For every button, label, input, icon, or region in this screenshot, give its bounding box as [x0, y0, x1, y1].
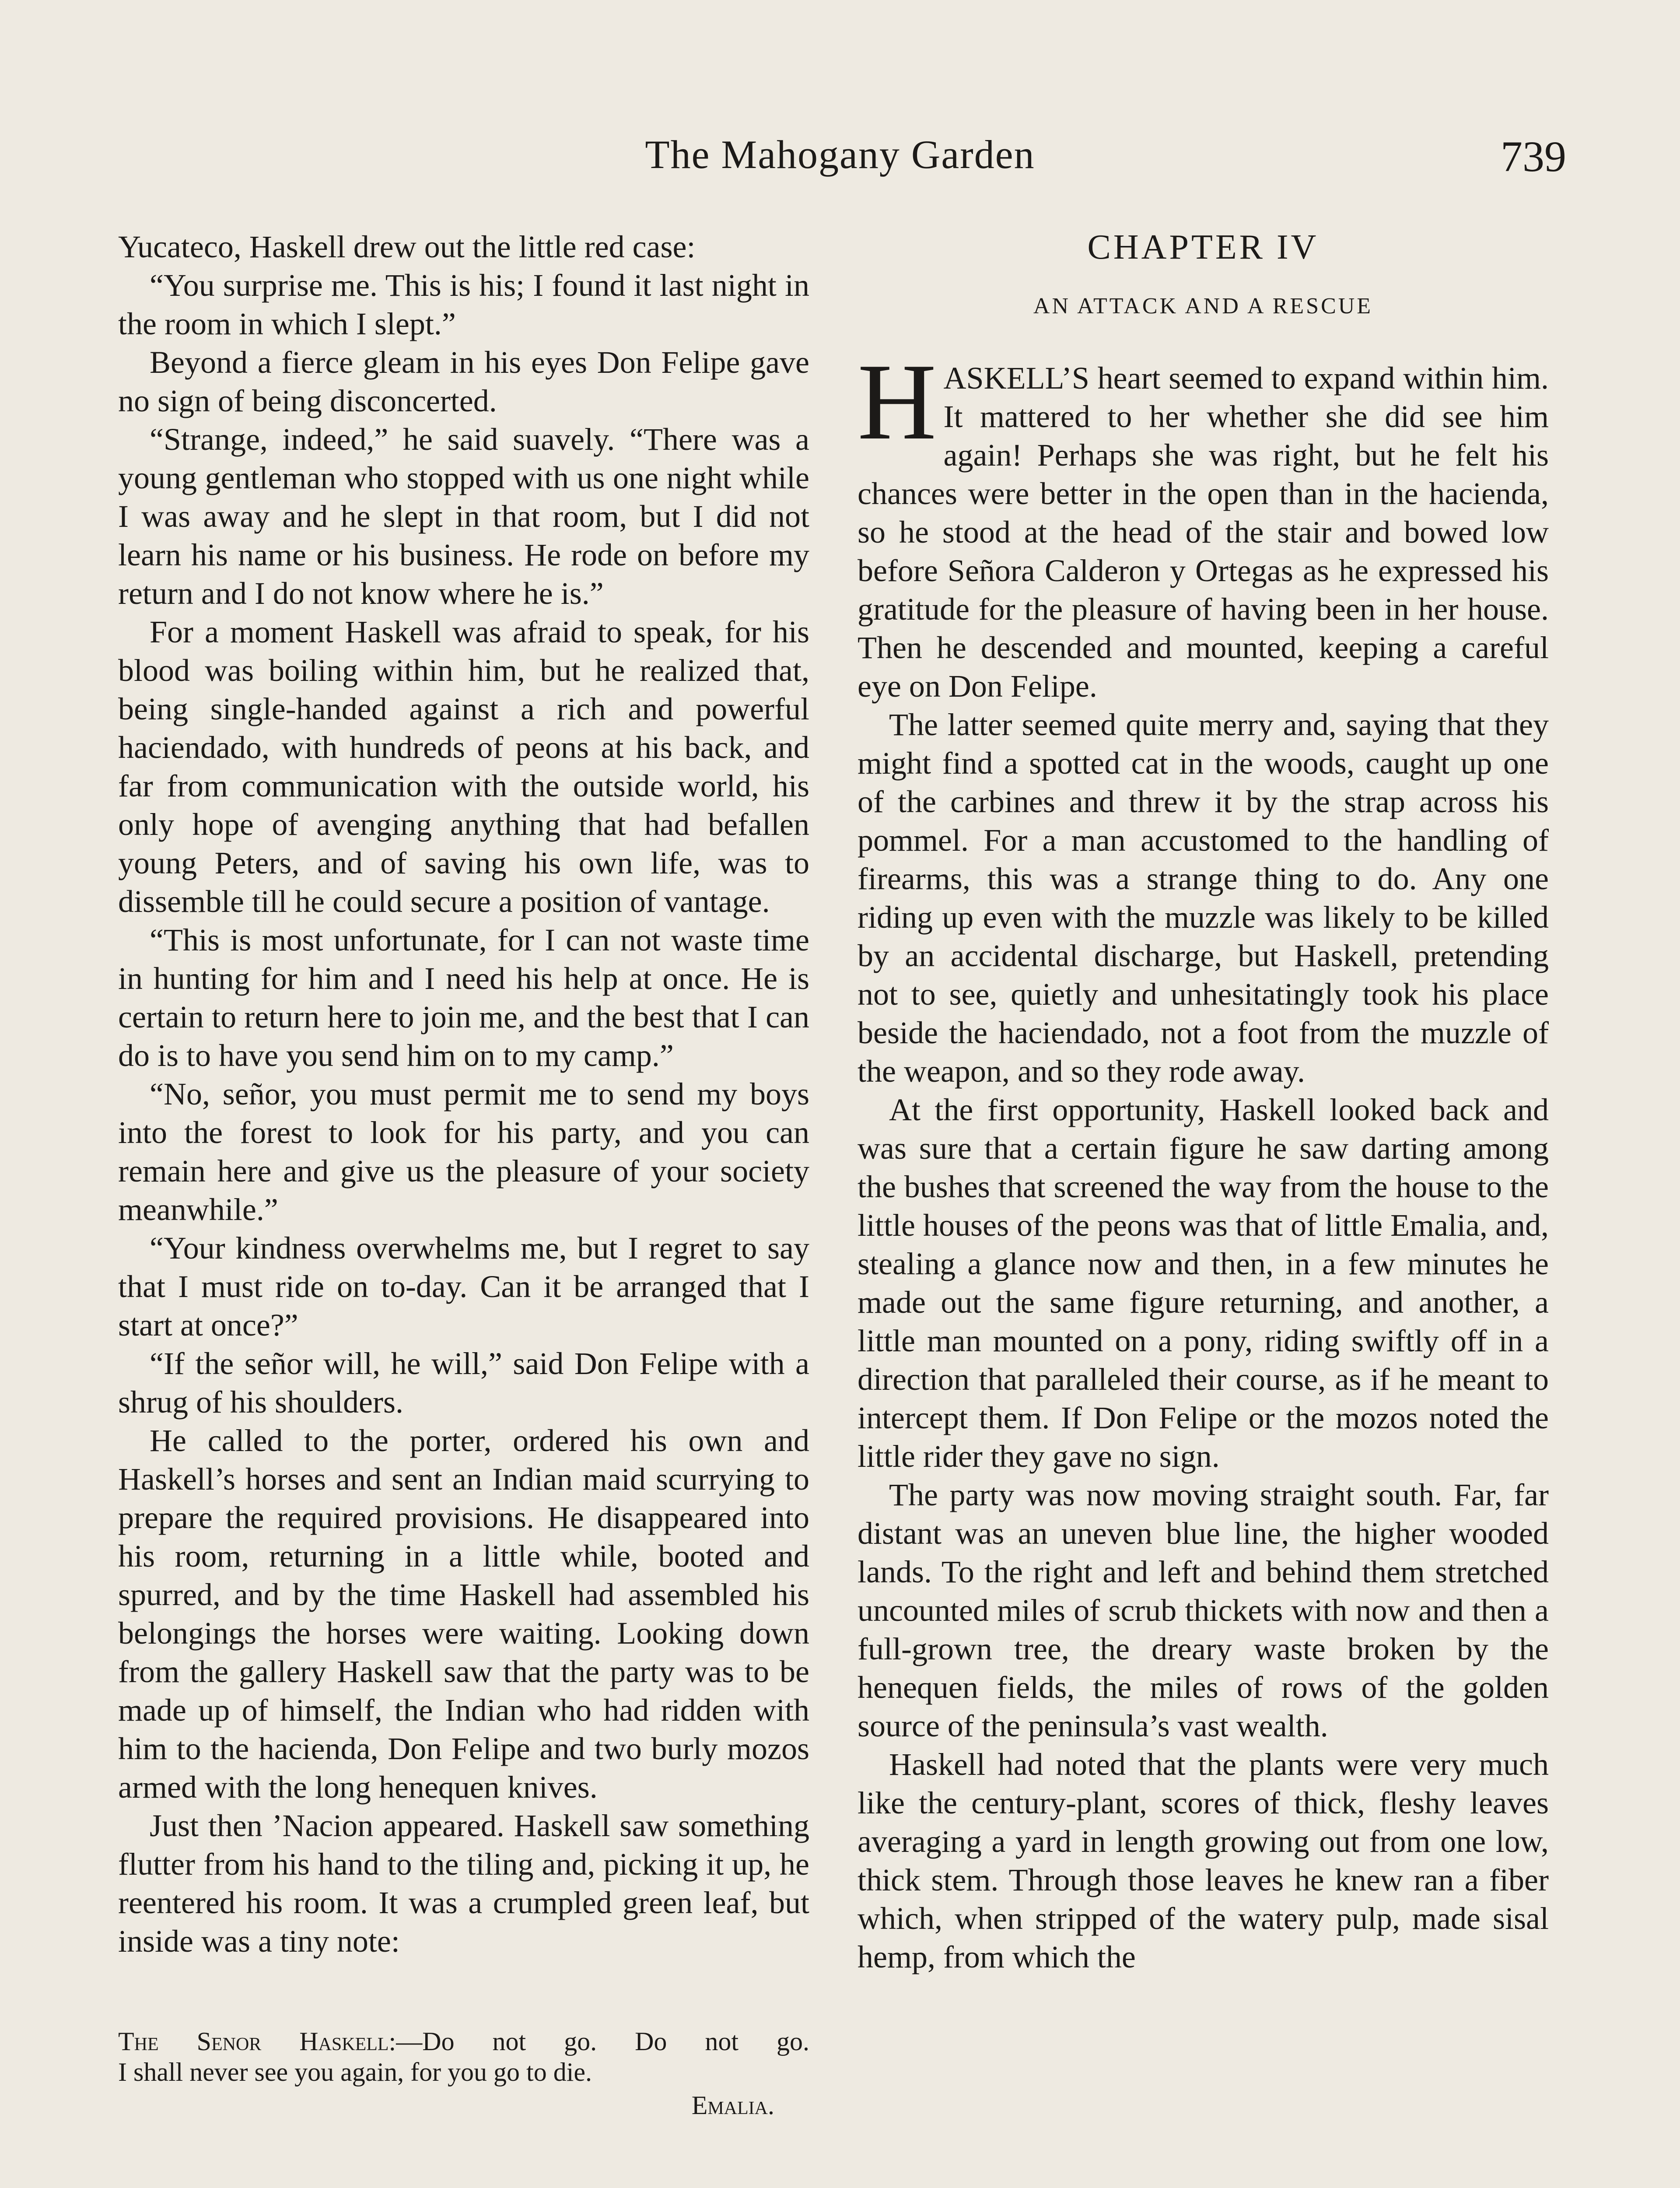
paragraph: Just then ’Nacion appeared. Haskell saw something flutter from his hand to the tiling and, picking it up, he reentered his room. It was a crumpled green leaf, but inside was a tiny note: — [118, 1808, 809, 1959]
paragraph: “Strange, indeed,” he said suavely. “There was a young gentleman who stopped with us one night while I was away and he slept in that room, but I did not learn his name or his business. He rode on before my return and I do not know where he is.” — [118, 422, 809, 611]
paragraph: For a moment Haskell was afraid to speak, for his blood was boiling within him, but he realized that, being single-handed against a rich and powerful haciendado, with hundreds of peons at his back, and far from communication with the outside world, his only hope of avenging anything that had befallen young Peters, and of saving his own life, was to dissemble till he could secure a position of vantage. — [118, 614, 809, 919]
paragraph: The latter seemed quite merry and, saying that they might find a spotted cat in the woods, caught up one of the carbines and threw it by the strap across his pommel. For a man accustomed to the handling of firearms, this was a strange thing to do. Any one riding up even with the muzzle was likely to be killed by an accidental discharge, but Haskell, pretending not to see, quietly and unhesitatingly took his place beside the haciendado, not a foot from the muzzle of the weapon, and so they rode away. — [858, 707, 1549, 1089]
chapter-title: CHAPTER IV — [1087, 228, 1319, 266]
handwritten-note — [118, 2026, 809, 2121]
paragraph: He called to the porter, ordered his own and Haskell’s horses and sent an Indian maid scurrying to prepare the required provisions. He disappeared into his room, returning in a little while, booted and spurred, and by the time Haskell had assembled his belongings the horses were waiting. Looking down from the gallery Haskell saw that the party was to be made up of himself, the Indian who had ridden with him to the hacienda, Don Felipe and two burly mozos armed with the long henequen knives. — [118, 1423, 809, 1805]
paragraph: At the first opportunity, Haskell looked back and was sure that a certain figure he saw darting among the bushes that screened the way from the house to the little houses of the peons was that of little Emalia, and, stealing a glance now and then, in a few minutes he made out the same figure returning, and another, a little man mounted on a pony, riding swiftly off in a direction that paralleled their course, as if he meant to intercept them. If Don Felipe or the mozos noted the little rider they gave no sign. — [858, 1092, 1549, 1474]
paragraph: Yucateco, Haskell drew out the little red case: — [118, 229, 696, 264]
chapter-subtitle: AN ATTACK AND A RESCUE — [1033, 294, 1373, 319]
note-salutation: The Senor Haskell: — [118, 2027, 396, 2056]
paragraph: Beyond a fierce gleam in his eyes Don Felipe gave no sign of being disconcerted. — [118, 345, 809, 418]
drop-cap: H — [858, 341, 937, 463]
note-line-rest: —Do not go. Do not go. — [396, 2027, 809, 2056]
note-line — [118, 2026, 809, 2057]
paragraph: “If the señor will, he will,” said Don Felipe with a shrug of his shoulders. — [118, 1346, 809, 1420]
right-column — [858, 228, 1549, 1976]
paragraph: “This is most unfortunate, for I can not waste time in hunting for him and I need his help at once. He is certain to return here to join me, and the best that I can do is to have you send him on to my camp.” — [118, 922, 809, 1073]
opening-text: ASKELL’S heart seemed to expand within him. It mattered to her whether she did see him again! Perhaps she was right, but he felt his chances were better in the open than in the hacienda, so he stood at the head of the stair and bowed low before Señora Calderon y Ortegas as he expressed his gratitude for the pleasure of having been in her house. Then he descended and mounted, keeping a careful eye on Don Felipe. — [858, 361, 1549, 704]
paragraph: The party was now moving straight south. Far, far distant was an uneven blue line, the higher wooded lands. To the right and left and behind them stretched uncounted miles of scrub thickets with now and then a full-grown tree, the dreary waste broken by the henequen fields, the miles of rows of the golden source of the peninsula’s vast wealth. — [858, 1477, 1549, 1743]
left-column — [118, 228, 809, 2121]
paragraph: “No, señor, you must permit me to send my boys into the forest to look for his party, and you can remain here and give us the pleasure of your society meanwhile.” — [118, 1076, 809, 1227]
running-title: The Mahogany Garden — [645, 132, 1035, 177]
opening-paragraph — [858, 341, 1549, 705]
note-line: I shall never see you again, for you go to die. — [118, 2058, 592, 2086]
note-signature: Emalia. — [691, 2091, 774, 2120]
page-number: 739 — [1501, 132, 1566, 181]
paragraph: “Your kindness overwhelms me, but I regret to say that I must ride on to-day. Can it be arranged that I start at once?” — [118, 1231, 809, 1343]
paragraph: Haskell had noted that the plants were very much like the century-plant, scores of thick, fleshy leaves averaging a yard in length growing out from one low, thick stem. Through those leaves he knew ran a fiber which, when stripped of the watery pulp, made sisal hemp, from which the — [858, 1747, 1549, 1974]
paragraph: “You surprise me. This is his; I found it last night in the room in which I slept.” — [118, 268, 809, 341]
